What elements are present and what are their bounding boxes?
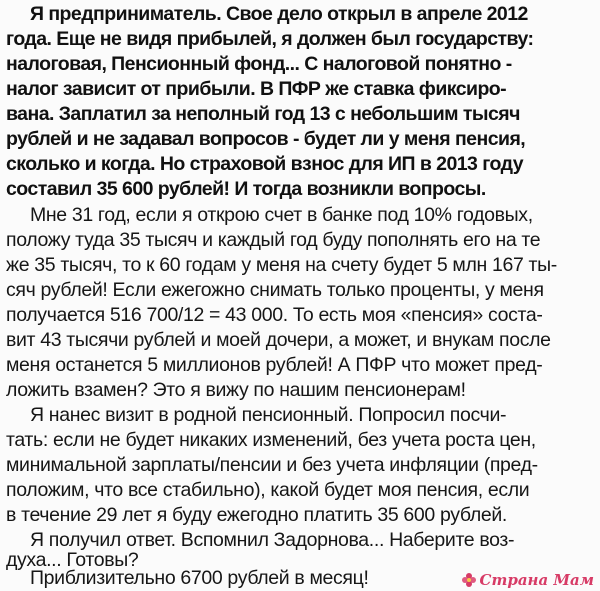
article-line: налоговая, Пенсионный фонд... С налоговой понятно - xyxy=(6,53,512,75)
article-line: минимальной зарплаты/пенсии и без учета инфляции (пред- xyxy=(6,454,538,476)
article-line: положим, что все стабильно), какой будет моя пенсия, если xyxy=(6,479,530,501)
watermark-text: Страна Мам xyxy=(479,571,594,589)
site-watermark xyxy=(461,571,594,589)
article-line: ложить взамен? Это я вижу по нашим пенсионерам! xyxy=(6,379,466,401)
article-line: налог зависит от прибыли. В ПФР же ставка фиксиро- xyxy=(6,78,507,100)
article-line: меня останется 5 миллионов рублей! А ПФР что может пред- xyxy=(6,354,543,376)
article-line: Я нанес визит в родной пенсионный. Попросил посчи- xyxy=(30,404,507,426)
article-line: вит 43 тысячи рублей и моей дочери, а может, и внукам после xyxy=(6,329,551,351)
article-line: рублей и не задавал вопросов - будет ли у меня пенсия, xyxy=(6,128,526,150)
article-line: Я получил ответ. Вспомнил Задорнова... Наберите воз- xyxy=(30,529,515,551)
article-line: сколько и когда. Но страховой взнос для ИП в 2013 году xyxy=(6,153,523,175)
article-line: положу туда 35 тысяч и каждый год буду пополнять его на те xyxy=(6,229,541,251)
flower-icon xyxy=(461,572,477,588)
article-line: же 35 тысяч, то к 60 годам у меня на счету будет 5 млн 167 ты- xyxy=(6,254,557,276)
article-line: года. Еще не видя прибылей, я должен был государству: xyxy=(6,28,534,50)
article-line: сяч рублей! Если ежегожно снимать только проценты, у меня xyxy=(6,279,544,301)
article-line: тать: если не будет никаких изменений, без учета роста цен, xyxy=(6,429,536,451)
article-line: в течение 29 лет я буду ежегодно платить 35 600 рублей. xyxy=(6,504,507,526)
article-line: получается 516 700/12 = 43 000. То есть моя «пенсия» соста- xyxy=(6,304,543,326)
article-line: Мне 31 год, если я открою счет в банке под 10% годовых, xyxy=(30,204,533,226)
article-line: Я предприниматель. Свое дело открыл в апреле 2012 xyxy=(30,3,528,25)
article-line: Приблизительно 6700 рублей в месяц! xyxy=(30,567,369,589)
article-line: духа... Готовы? xyxy=(6,549,139,571)
article-line: составил 35 600 рублей! И тогда возникли вопросы. xyxy=(6,178,486,200)
article-line: вана. Заплатил за неполный год 13 с небольшим тысяч xyxy=(6,103,520,125)
